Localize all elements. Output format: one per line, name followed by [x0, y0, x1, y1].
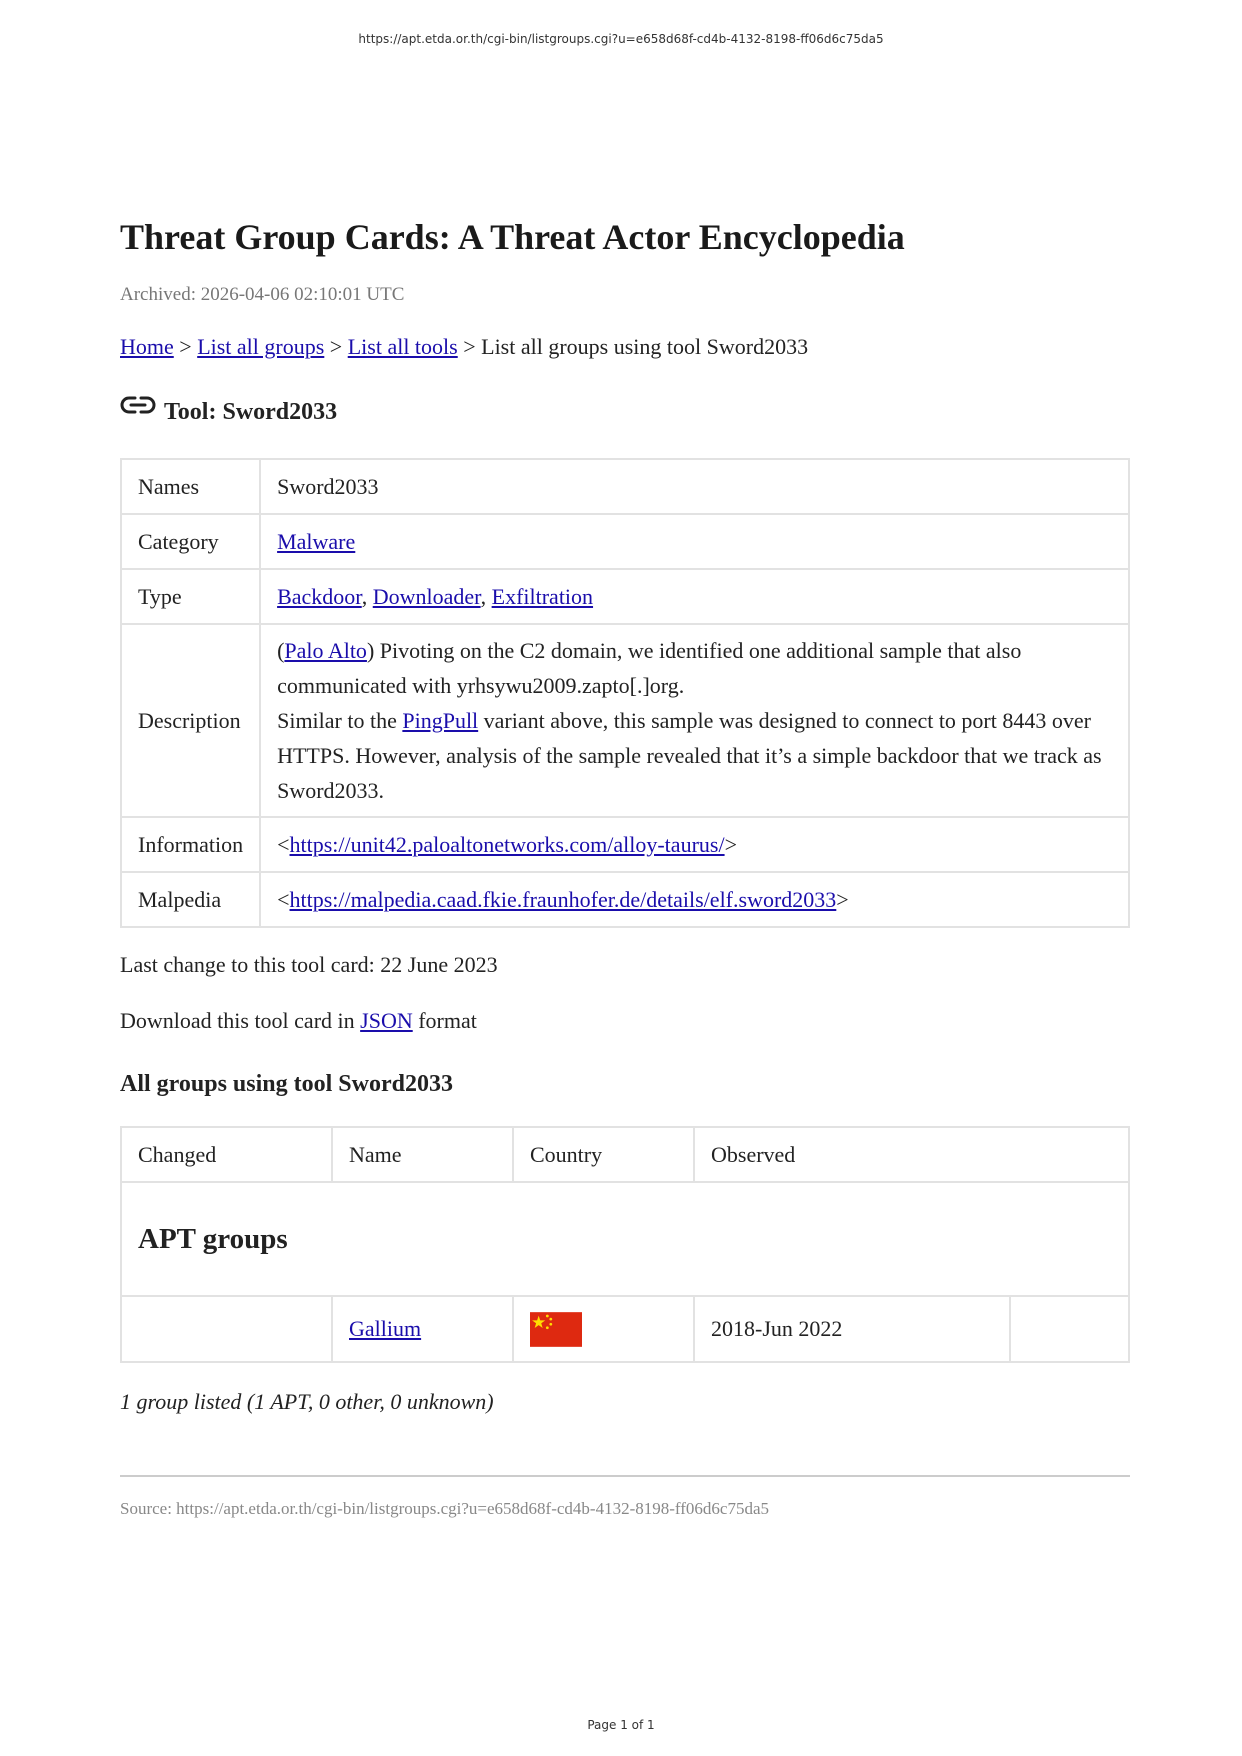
- type-downloader-link[interactable]: Downloader: [372, 583, 481, 609]
- table-row: [121, 817, 1129, 872]
- angle-open: <: [277, 886, 290, 912]
- category-malware-link[interactable]: Malware: [277, 528, 356, 554]
- information-label: Information: [121, 817, 260, 872]
- breadcrumb-list-tools-link[interactable]: List all tools: [347, 334, 458, 359]
- download-text: format: [412, 1008, 477, 1033]
- page-number: Page 1 of 1: [587, 1718, 655, 1732]
- column-header-country: Country: [513, 1127, 694, 1182]
- table-row: [121, 569, 1129, 624]
- json-download-link[interactable]: JSON: [360, 1008, 413, 1033]
- description-open-paren: (: [277, 638, 285, 663]
- page-url-header: https://apt.etda.or.th/cgi-bin/listgroups.cgi?u=e658d68f-cd4b-4132-8198-ff06d6c75da5: [358, 32, 884, 46]
- breadcrumb-separator: >: [173, 334, 198, 359]
- download-text: Download this tool card in: [120, 1008, 361, 1033]
- breadcrumb-current: > List all groups using tool Sword2033: [457, 334, 809, 359]
- china-flag-icon: [530, 1312, 582, 1347]
- tool-info-table: [120, 458, 1130, 928]
- column-header-changed: Changed: [121, 1127, 332, 1182]
- groups-summary: 1 group listed (1 APT, 0 other, 0 unknown): [120, 1389, 494, 1414]
- description-cell: [260, 624, 1129, 817]
- type-exfiltration-link[interactable]: Exfiltration: [491, 583, 594, 609]
- type-label: Type: [121, 569, 260, 624]
- information-cell: [260, 817, 1129, 872]
- observed-cell: 2018-Jun 2022: [694, 1296, 1010, 1362]
- table-row: [121, 872, 1129, 927]
- section-row: [121, 1182, 1129, 1296]
- category-label: Category: [121, 514, 260, 569]
- type-cell: [260, 569, 1129, 624]
- tool-title: Tool: Sword2033: [164, 398, 338, 425]
- breadcrumb-list-groups-link[interactable]: List all groups: [197, 334, 325, 359]
- type-separator: ,: [480, 583, 492, 609]
- description-label: Description: [121, 624, 260, 817]
- archived-timestamp: Archived: 2026-04-06 02:10:01 UTC: [120, 284, 405, 305]
- link-icon: [120, 393, 156, 417]
- information-link[interactable]: https://unit42.paloaltonetworks.com/alloy-taurus/: [289, 831, 725, 857]
- angle-open: <: [277, 831, 290, 857]
- changed-cell: [121, 1296, 332, 1362]
- group-gallium-link[interactable]: Gallium: [349, 1316, 422, 1341]
- description-text: variant above, this sample was designed to connect to port 8443 over HTTPS. However, analysis of the sample revealed that it’s a simple backdoor that we track as Sword2033.: [277, 708, 1102, 803]
- download-line: [120, 1006, 1130, 1036]
- table-row: [121, 514, 1129, 569]
- groups-heading: All groups using tool Sword2033: [120, 1071, 453, 1097]
- footer-divider: [120, 1475, 1130, 1477]
- country-cell: [513, 1296, 694, 1362]
- malpedia-cell: [260, 872, 1129, 927]
- tool-heading: [120, 394, 1130, 430]
- table-header-row: [121, 1127, 1129, 1182]
- section-cell: [121, 1182, 1129, 1296]
- table-row: [121, 624, 1129, 817]
- page-title: Threat Group Cards: A Threat Actor Encyclopedia: [120, 217, 905, 257]
- description-paragraph: [277, 633, 1112, 703]
- type-backdoor-link[interactable]: Backdoor: [277, 583, 362, 609]
- empty-cell: [1010, 1296, 1129, 1362]
- breadcrumb: [120, 332, 1130, 362]
- source-line: Source: https://apt.etda.or.th/cgi-bin/listgroups.cgi?u=e658d68f-cd4b-4132-8198-ff06d6c75da5: [120, 1499, 770, 1518]
- column-header-observed: Observed: [694, 1127, 1129, 1182]
- breadcrumb-separator: >: [324, 334, 348, 359]
- last-change-text: Last change to this tool card: 22 June 2023: [120, 952, 498, 977]
- main-content: [120, 212, 1130, 1521]
- type-separator: ,: [361, 583, 373, 609]
- pingpull-link[interactable]: PingPull: [402, 708, 479, 733]
- breadcrumb-home-link[interactable]: Home: [120, 334, 174, 359]
- column-header-name: Name: [332, 1127, 513, 1182]
- malpedia-label: Malpedia: [121, 872, 260, 927]
- angle-close: >: [836, 886, 849, 912]
- names-value: Sword2033: [260, 459, 1129, 514]
- names-label: Names: [121, 459, 260, 514]
- description-text: ) Pivoting on the C2 domain, we identified one additional sample that also communicated with yrhsywu2009.zapto[.]org.: [277, 638, 1022, 698]
- description-paragraph: [277, 703, 1112, 808]
- category-cell: [260, 514, 1129, 569]
- groups-table: [120, 1126, 1130, 1363]
- table-row: [121, 459, 1129, 514]
- malpedia-link[interactable]: https://malpedia.caad.fkie.fraunhofer.de/details/elf.sword2033: [289, 886, 837, 912]
- angle-close: >: [724, 831, 737, 857]
- description-text: Similar to the: [277, 708, 403, 733]
- name-cell: [332, 1296, 513, 1362]
- section-title-apt-groups: APT groups: [138, 1222, 288, 1255]
- palo-alto-link[interactable]: Palo Alto: [284, 638, 367, 663]
- table-row: [121, 1296, 1129, 1362]
